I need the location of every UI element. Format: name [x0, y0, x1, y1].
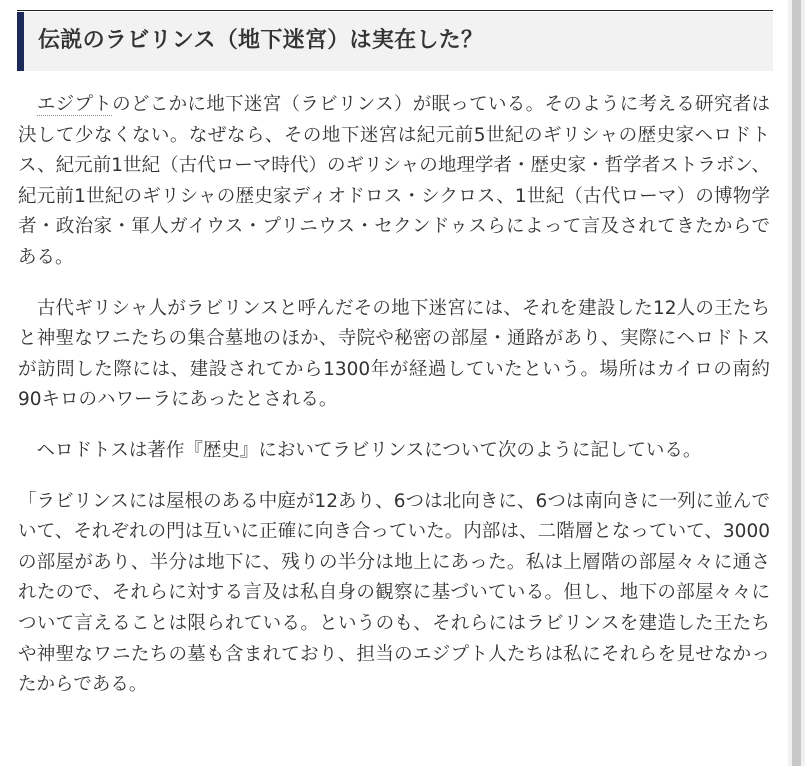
paragraph-2: 古代ギリシャ人がラビリンスと呼んだその地下迷宮には、それを建設した12人の王たちと神聖なワニたちの集合墓地のほか、寺院や秘密の部屋・通路があり、実際にヘロドトスが訪問した際には、建設されてから1300年が経過していたという。場所はカイロの南約90キロのハワーラにあったとされる。: [18, 297, 770, 411]
scrollbar-thumb[interactable]: [792, 0, 801, 766]
paragraph-indent: [18, 94, 37, 115]
section-heading: [17, 12, 773, 71]
heading-title: 伝説のラビリンス（地下迷宮）は実在した？: [38, 28, 484, 53]
paragraph-3: ヘロドトスは著作『歴史』においてラビリンスについて次のように記している。: [18, 439, 702, 461]
article-body: [18, 90, 770, 701]
herodotus-quote: 「ラビリンスには屋根のある中庭が12あり、6つは北向きに、6つは南向きに一列に並んでいて、それぞれの門は互いに正確に向き合っていた。内部は、二階層となっていて、3000の部屋があり、半分は地下に、残りの半分は地上にあった。私は上層階の部屋々々に通されたので、それらに対する言及は私自身の観察に基づいている。但し、地下の部屋々々について言えることは限られている。というのも、それらにはラビリンスを建造した王たちや神聖なワニたちの墓も含まれており、担当のエジプト人たちは私にそれらを見せなかったからである。: [18, 490, 770, 696]
top-divider: [17, 10, 773, 11]
vertical-scrollbar[interactable]: [788, 0, 805, 766]
keyword-link-egypt[interactable]: エジプト: [36, 94, 113, 115]
paragraph-1: [18, 90, 770, 274]
paragraph-1-text: のどこかに地下迷宮（ラビリンス）が眠っている。そのように考える研究者は決して少なくない。なぜなら、その地下迷宮は紀元前5世紀のギリシャの歴史家ヘロドトス、紀元前1世紀（古代ローマ時代）のギリシャの地理学者・歴史家・哲学者ストラボン、紀元前1世紀のギリシャの歴史家ディオドロス・シクロス、1世紀（古代ローマ）の博物学者・政治家・軍人ガイウス・プリニウス・セクンドゥスらによって言及されてきたからである。: [18, 94, 770, 268]
